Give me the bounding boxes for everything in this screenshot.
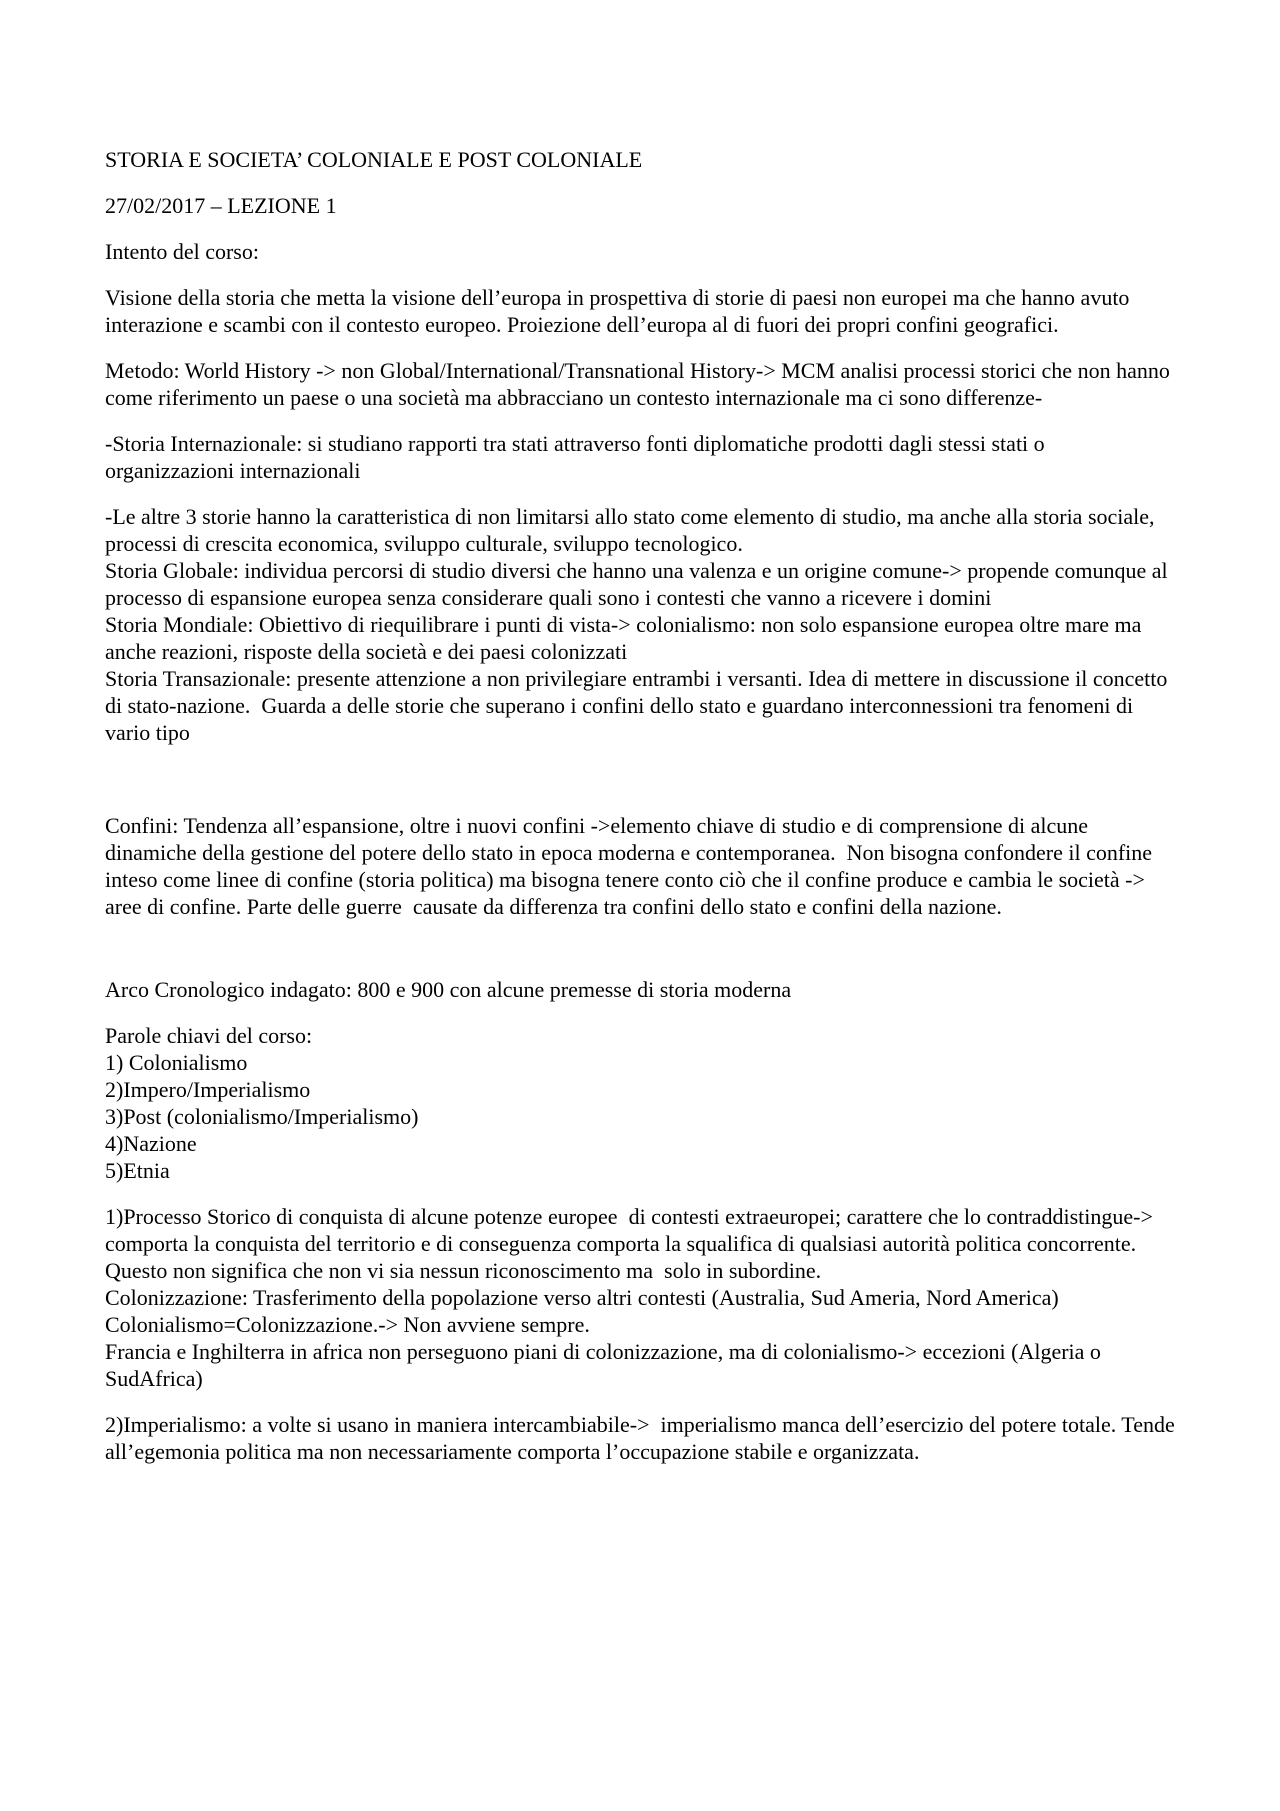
lecture-date: 27/02/2017 – LEZIONE 1 <box>105 193 337 218</box>
list-item: 5)Etnia <box>105 1158 170 1183</box>
parole-chiavi-section <box>105 1022 1175 1184</box>
paragraph: Visione della storia che metta la visione dell’europa in prospettiva di storie di paesi non europei ma che hanno avuto interazione e scambi con il contesto europeo. Proiezione dell’europa al di fuori dei propri confini geografici. <box>105 285 1135 337</box>
arco-cronologico-section <box>105 976 1175 1003</box>
paragraph: Storia Globale: individua percorsi di studio diversi che hanno una valenza e un origine comune-> propende comunque al processo di espansione europea senza considerare quali sono i contesti che vanno a ricevere i domini <box>105 558 1174 610</box>
tre-storie-section <box>105 503 1175 746</box>
paragraph: -Storia Internazionale: si studiano rapporti tra stati attraverso fonti diplomatiche prodotti dagli stessi stati o organizzazioni internazionali <box>105 431 1051 483</box>
imperialismo-section <box>105 1411 1181 1465</box>
paragraph: Storia Mondiale: Obiettivo di riequilibrare i punti di vista-> colonialismo: non solo espansione europea oltre mare ma anche reazioni, risposte della società e dei paesi colonizzati <box>105 612 1147 664</box>
intent-heading: Intento del corso: <box>105 239 259 264</box>
storia-internazionale-section <box>105 430 1175 484</box>
lecture-date-section <box>105 192 1175 219</box>
visione-section <box>105 284 1175 338</box>
paragraph: 1)Processo Storico di conquista di alcune potenze europee di contesti extraeuropei; carattere che lo contraddistingue-> comporta la conquista del territorio e di conseguenza comporta la squalifica di qualsiasi autorità politica concorrente. Questo non significa che non vi sia nessun riconoscimento ma solo in subordine. <box>105 1204 1159 1283</box>
intent-heading-section <box>105 238 1175 265</box>
confini-section <box>105 812 1175 920</box>
course-title-section <box>105 146 1175 173</box>
paragraph: Storia Transazionale: presente attenzione a non privilegiare entrambi i versanti. Idea di mettere in discussione il concetto di stato-nazione. Guarda a delle storie che superano i confini dello stato e guardano interconnessioni tra fenomeni di vario tipo <box>105 666 1173 745</box>
paragraph: Colonizzazione: Trasferimento della popolazione verso altri contesti (Australia, Sud Ameria, Nord America) <box>105 1285 1059 1310</box>
list-item: 2)Impero/Imperialismo <box>105 1077 311 1102</box>
paragraph: -Le altre 3 storie hanno la caratteristica di non limitarsi allo stato come elemento di studio, ma anche alla storia sociale, processi di crescita economica, sviluppo culturale, sviluppo tecnologico. <box>105 504 1161 556</box>
list-item: 4)Nazione <box>105 1131 197 1156</box>
paragraph: 2)Imperialismo: a volte si usano in maniera intercambiabile-> imperialismo manca dell’esercizio del potere totale. Tende all’egemonia politica ma non necessariamente comporta l’occupazione stabile e organizzata. <box>105 1412 1181 1464</box>
colonialismo-section <box>105 1203 1175 1392</box>
paragraph: Arco Cronologico indagato: 800 e 900 con alcune premesse di storia moderna <box>105 977 792 1002</box>
metodo-section <box>105 357 1175 411</box>
list-item: 3)Post (colonialismo/Imperialismo) <box>105 1104 419 1129</box>
list-item: 1) Colonialismo <box>105 1050 248 1075</box>
paragraph: Confini: Tendenza all’espansione, oltre i nuovi confini ->elemento chiave di studio e di comprensione di alcune dinamiche della gestione del potere dello stato in epoca moderna e contemporanea. Non bisogna confondere il confine inteso come linee di confine (storia politica) ma bisogna tenere conto ciò che il confine produce e cambia le società -> aree di confine. Parte delle guerre causate da differenza tra confini dello stato e confini della nazione. <box>105 813 1158 919</box>
paragraph: Francia e Inghilterra in africa non perseguono piani di colonizzazione, ma di colonialismo-> eccezioni (Algeria o SudAfrica) <box>105 1339 1107 1391</box>
paragraph: Metodo: World History -> non Global/International/Transnational History-> MCM analisi processi storici che non hanno come riferimento un paese o una società ma abbracciano un contesto internazionale ma ci sono differenze- <box>105 358 1176 410</box>
course-title: STORIA E SOCIETA’ COLONIALE E POST COLONIALE <box>105 147 643 172</box>
list-heading: Parole chiavi del corso: <box>105 1023 313 1048</box>
paragraph: Colonialismo=Colonizzazione.-> Non avviene sempre. <box>105 1312 590 1337</box>
